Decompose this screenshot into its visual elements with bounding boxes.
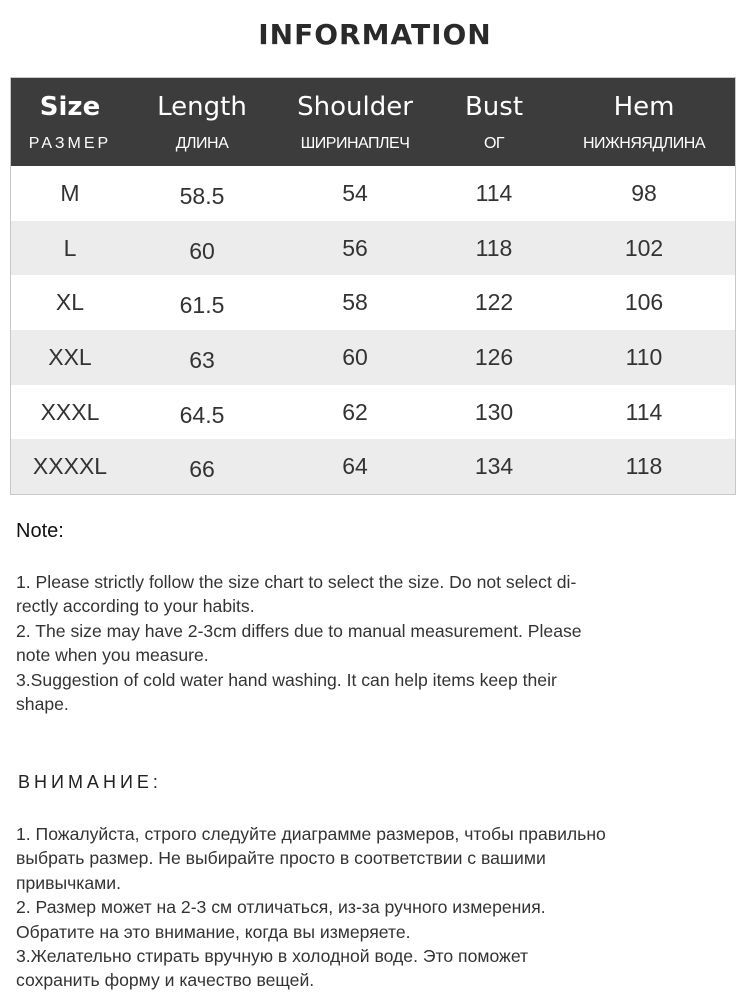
russian-note-heading: ВНИМАНИЕ: [18,772,162,792]
note-line: note when you measure. [16,645,209,666]
header-sublabel: ШИРИНАПЛЕЧ [300,135,410,152]
cell-length: 61.5 [179,292,225,319]
cell-shoulder: 54 [342,179,368,206]
cell-bust: 126 [474,343,514,370]
note-text [16,570,736,716]
cell-length: 66 [189,456,215,483]
cell-bust: 134 [474,453,514,480]
russian-note-line: 2. Размер может на 2-3 см отличаться, из-за ручного измерения. [16,897,546,918]
table-row [11,166,735,221]
cell-hem: 98 [631,179,657,206]
header-label: Shoulder [297,92,413,122]
cell-hem: 106 [624,289,664,316]
table-row [11,330,735,385]
header-label: Hem [613,92,675,122]
cell-shoulder: 62 [342,398,368,425]
header-shoulder [275,78,435,166]
cell-bust: 130 [474,398,514,425]
russian-note-line: привычками. [16,872,121,893]
cell-size: XXL [48,343,92,370]
header-label: Size [39,92,101,122]
size-chart-table [10,77,736,495]
note-line: 3.Suggestion of cold water hand washing. It can help items keep their [16,669,557,690]
cell-length: 60 [189,237,215,264]
table-header [11,78,735,166]
russian-note-line: сохранить форму и качество вещей. [16,970,315,991]
note-line: 1. Please strictly follow the size chart to select the size. Do not select di- [16,572,577,592]
header-bust [435,78,553,166]
header-label: Bust [464,92,524,122]
note-line: shape. [16,694,69,715]
table-row [11,439,735,494]
russian-note-text [16,822,736,993]
cell-hem: 102 [624,234,664,261]
header-length [129,78,275,166]
cell-length: 63 [189,346,215,373]
cell-size: XL [55,289,85,316]
cell-shoulder: 58 [342,289,368,316]
cell-length: 64.5 [179,401,225,428]
russian-note-line: Обратите на это внимание, когда вы измеряете. [16,921,411,942]
cell-hem: 118 [625,453,663,480]
cell-shoulder: 60 [342,343,368,370]
header-label: Length [157,92,247,122]
cell-size: XXXL [40,398,100,425]
cell-shoulder: 64 [342,453,368,480]
cell-size: XXXXL [32,453,108,480]
header-sublabel: НИЖНЯЯДЛИНА [582,135,706,152]
note-heading: Note: [16,520,64,542]
page-title: INFORMATION [258,18,492,51]
cell-hem: 110 [625,343,663,370]
table-row [11,275,735,330]
note-line: rectly according to your habits. [16,596,255,617]
cell-size: M [60,179,80,206]
table-row [11,385,735,440]
note-line: 2. The size may have 2-3cm differs due to manual measurement. Please [16,620,582,641]
russian-note-line: 3.Желательно стирать вручную в холодной воде. Это поможет [16,946,529,967]
table-row [11,221,735,276]
cell-bust: 114 [475,179,513,206]
russian-note-line: 1. Пожалуйста, строго следуйте диаграмме размеров, чтобы правильно [16,824,606,844]
cell-bust: 118 [475,234,513,261]
cell-length: 58.5 [179,182,225,209]
header-sublabel: ОГ [483,135,505,152]
cell-hem: 114 [625,398,663,425]
header-hem [553,78,735,166]
cell-size: L [63,234,77,261]
cell-shoulder: 56 [342,234,368,261]
header-sublabel: РАЗМЕР [28,135,112,152]
header-size [11,78,129,166]
russian-note-line: выбрать размер. Не выбирайте просто в соответствии с вашими [16,848,546,869]
header-sublabel: ДЛИНА [175,135,229,152]
cell-bust: 122 [474,289,514,316]
